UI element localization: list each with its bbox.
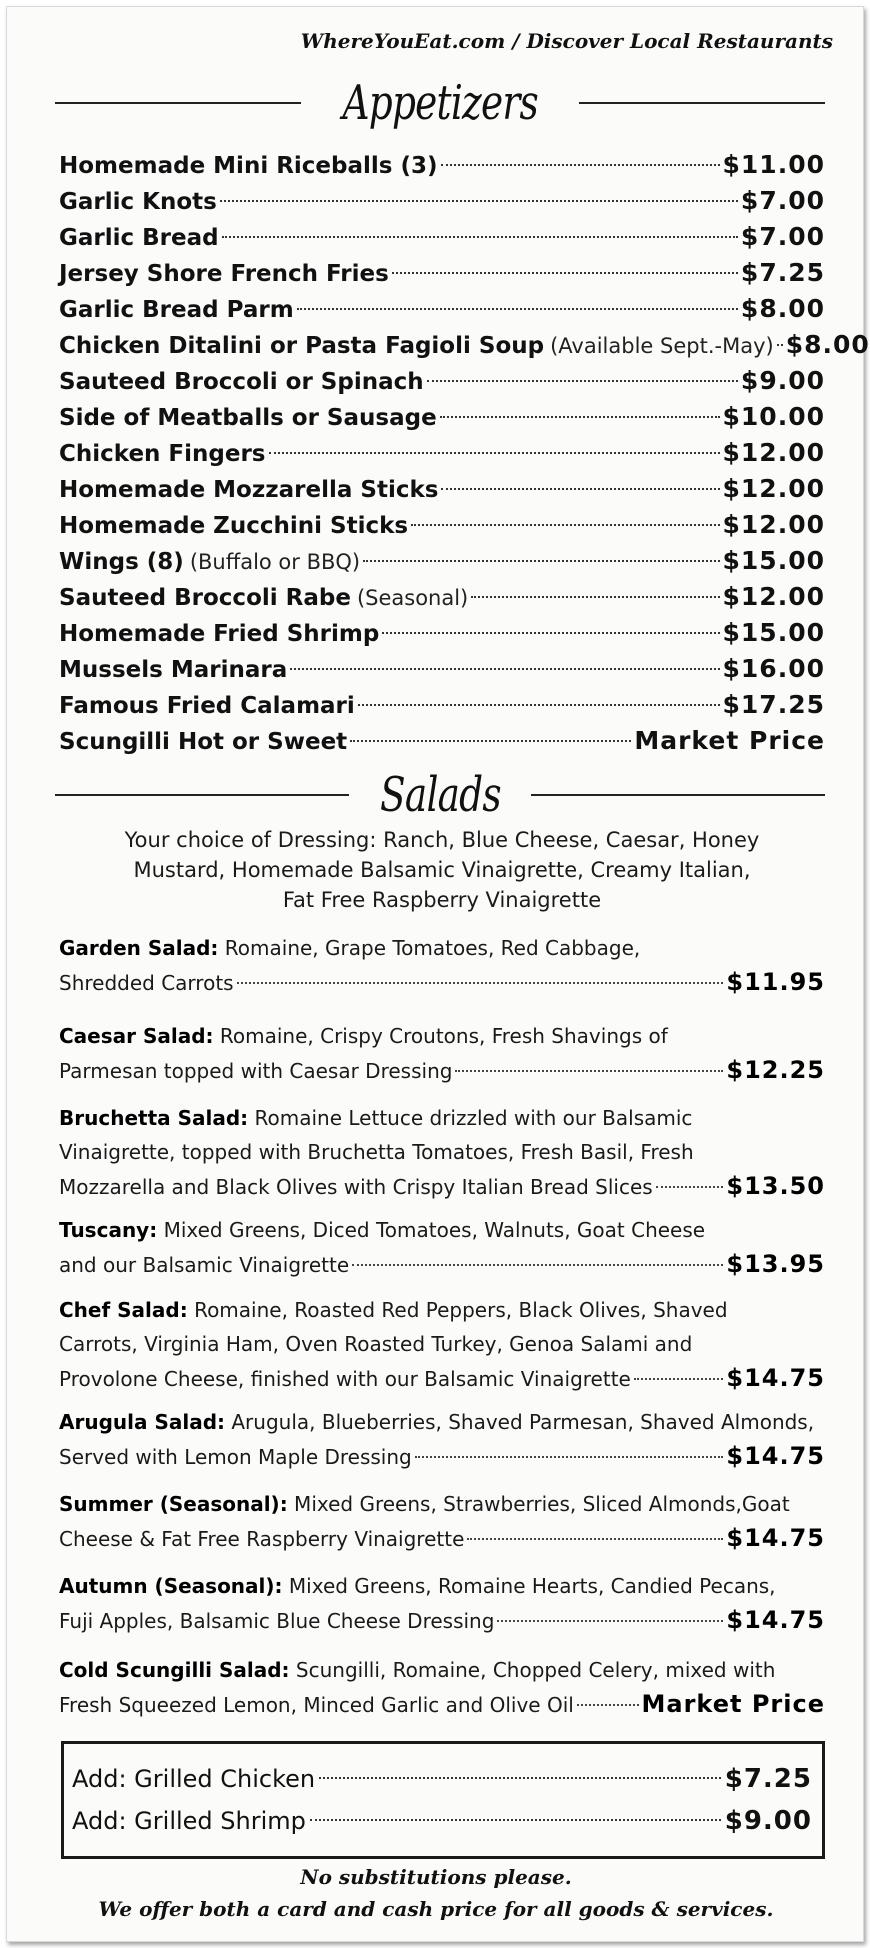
menu-page (6, 6, 870, 1942)
item-price: $12.00 (722, 582, 825, 611)
salad-description-line (59, 1293, 825, 1327)
item-name: Famous Fried Calamari (59, 693, 355, 719)
item-name: Garlic Bread Parm (59, 297, 294, 323)
dot-leader (441, 164, 720, 166)
appetizer-row (59, 507, 825, 543)
item-price: $7.25 (740, 258, 825, 287)
salad-name: Summer (Seasonal): (59, 1492, 288, 1516)
site-header: WhereYouEat.com / Discover Local Restaurants (300, 29, 833, 53)
dot-leader (220, 200, 738, 202)
salad-description: Served with Lemon Maple Dressing (59, 1445, 412, 1469)
salad-description-line (59, 1569, 825, 1603)
salad-description-line (59, 1487, 825, 1521)
salad-description: Provolone Cheese, finished with our Balsamic Vinaigrette (59, 1367, 631, 1391)
dot-leader (427, 380, 738, 382)
item-name: Homemade Mozzarella Sticks (59, 477, 439, 503)
salad-description: Romaine, Crispy Croutons, Fresh Shavings of (213, 1024, 668, 1048)
item-name: Chicken Fingers (59, 441, 266, 467)
salad-item (59, 1653, 825, 1721)
dot-leader (382, 632, 719, 634)
salad-description: Mixed Greens, Diced Tomatoes, Walnuts, Goat Cheese (157, 1218, 706, 1242)
salad-item (59, 1293, 825, 1395)
appetizer-row (59, 363, 825, 399)
appetizer-row (59, 471, 825, 507)
salad-item (59, 1487, 825, 1555)
salad-price: $11.95 (726, 968, 825, 996)
salad-description-line (59, 1687, 825, 1721)
salad-description: Arugula, Blueberries, Shaved Parmesan, Shaved Almonds, (225, 1410, 815, 1434)
salad-description: Mixed Greens, Strawberries, Sliced Almonds,Goat (287, 1492, 790, 1516)
appetizers-list (59, 147, 870, 759)
addon-price: $9.00 (724, 1806, 812, 1836)
salad-name: Chef Salad: (59, 1298, 188, 1322)
appetizer-row (59, 255, 825, 291)
salad-name: Tuscany: (59, 1218, 158, 1242)
footer-pricing-note: We offer both a card and cash price for all goods & services. (98, 1897, 774, 1921)
dot-leader (577, 1704, 639, 1706)
dot-leader (363, 560, 719, 562)
item-note: (Buffalo or BBQ) (189, 550, 361, 574)
salad-name: Autumn (Seasonal): (59, 1574, 283, 1598)
salad-price: $13.50 (726, 1172, 825, 1200)
salad-description-line (59, 965, 825, 999)
salad-description: Cheese & Fat Free Raspberry Vinaigrette (59, 1527, 465, 1551)
item-price: $12.00 (722, 510, 825, 539)
addon-label: Add: Grilled Shrimp (72, 1807, 306, 1835)
heading-rule-right (531, 794, 825, 796)
salad-description-line (59, 1521, 825, 1555)
salad-price: $14.75 (726, 1442, 825, 1470)
item-name: Mussels Marinara (59, 657, 288, 683)
salad-description: Parmesan topped with Caesar Dressing (59, 1059, 453, 1083)
heading-rule-left (55, 102, 301, 104)
salad-item (59, 931, 825, 999)
appetizer-row (59, 327, 870, 363)
salad-description-line (59, 1135, 825, 1169)
salad-description-line (59, 1439, 825, 1473)
salad-description-line (59, 1169, 825, 1203)
appetizer-row (59, 651, 825, 687)
salad-price: $13.95 (726, 1250, 825, 1278)
item-name: Homemade Fried Shrimp (59, 621, 380, 647)
dot-leader (777, 344, 783, 346)
salad-description-line (59, 1603, 825, 1637)
dressing-choices (67, 825, 817, 915)
dot-leader (656, 1186, 724, 1188)
salad-description: Shredded Carrots (59, 971, 234, 995)
salad-item (59, 1213, 825, 1281)
salad-item (59, 1569, 825, 1637)
dot-leader (634, 1378, 724, 1380)
appetizer-row (59, 579, 825, 615)
appetizers-title: Appetizers (342, 75, 538, 131)
dot-leader (467, 1538, 723, 1540)
salad-name: Garden Salad: (59, 936, 219, 960)
item-price: $9.00 (740, 366, 825, 395)
appetizer-row (59, 399, 825, 435)
dot-leader (497, 1620, 723, 1622)
dot-leader (358, 704, 720, 706)
appetizer-row (59, 543, 825, 579)
salad-price: Market Price (641, 1690, 825, 1718)
item-price: $15.00 (722, 546, 825, 575)
salad-description: Mixed Greens, Romaine Hearts, Candied Pecans, (282, 1574, 776, 1598)
salad-item (59, 1405, 825, 1473)
footer-note: No substitutions please. (300, 1865, 572, 1889)
dot-leader (392, 272, 738, 274)
item-name: Sauteed Broccoli Rabe (59, 585, 351, 611)
salad-description: Scungilli, Romaine, Chopped Celery, mixed with (289, 1658, 776, 1682)
dot-leader (350, 740, 631, 742)
item-price: $17.25 (722, 690, 825, 719)
appetizer-row (59, 219, 825, 255)
dot-leader (411, 524, 719, 526)
appetizer-row (59, 183, 825, 219)
salad-description-line (59, 1405, 825, 1439)
salad-name: Arugula Salad: (59, 1410, 226, 1434)
item-price: $7.00 (740, 222, 825, 251)
addons-box (61, 1741, 825, 1859)
salad-description-line (59, 1327, 825, 1361)
appetizer-row (59, 147, 825, 183)
salad-price: $14.75 (726, 1606, 825, 1634)
dot-leader (441, 488, 719, 490)
salad-price: $12.25 (726, 1056, 825, 1084)
item-name: Homemade Mini Riceballs (3) (59, 153, 438, 179)
appetizer-row (59, 723, 825, 759)
salad-item (59, 1101, 825, 1203)
salad-description-line (59, 1101, 825, 1135)
dot-leader (222, 236, 738, 238)
item-price: $8.00 (785, 330, 870, 359)
dressing-line: Mustard, Homemade Balsamic Vinaigrette, Creamy Italian, (133, 858, 751, 882)
item-price: $7.00 (740, 186, 825, 215)
dot-leader (471, 596, 719, 598)
appetizer-row (59, 435, 825, 471)
salad-price: $14.75 (726, 1364, 825, 1392)
dot-leader (455, 1070, 723, 1072)
dot-leader (269, 452, 720, 454)
dot-leader (352, 1264, 723, 1266)
salad-description: Romaine, Roasted Red Peppers, Black Olives, Shaved (187, 1298, 728, 1322)
addon-price: $7.25 (724, 1764, 812, 1794)
item-name: Wings (8) (59, 549, 184, 575)
item-name: Side of Meatballs or Sausage (59, 405, 437, 431)
salads-heading (55, 765, 825, 825)
item-name: Scungilli Hot or Sweet (59, 729, 348, 755)
appetizer-row (59, 291, 825, 327)
salads-title: Salads (379, 767, 501, 823)
dressing-line: Fat Free Raspberry Vinaigrette (282, 888, 602, 912)
dot-leader (237, 982, 724, 984)
item-name: Sauteed Broccoli or Spinach (59, 369, 424, 395)
item-name: Garlic Bread (59, 225, 219, 251)
dot-leader (297, 308, 738, 310)
dot-leader (310, 1819, 721, 1821)
salad-name: Caesar Salad: (59, 1024, 214, 1048)
salad-description-line (59, 931, 825, 965)
item-name: Garlic Knots (59, 189, 217, 215)
item-name: Homemade Zucchini Sticks (59, 513, 409, 539)
item-note: (Available Sept.-May) (550, 334, 774, 358)
salad-description: Fuji Apples, Balsamic Blue Cheese Dressing (59, 1609, 495, 1633)
appetizers-heading (55, 73, 825, 133)
salad-description-line (59, 1019, 825, 1053)
item-price: $10.00 (722, 402, 825, 431)
salad-item (59, 1019, 825, 1087)
addon-row (72, 1758, 812, 1800)
appetizer-row (59, 687, 825, 723)
dressing-line: Your choice of Dressing: Ranch, Blue Cheese, Caesar, Honey (124, 828, 760, 852)
item-price: $16.00 (722, 654, 825, 683)
salad-description: Carrots, Virginia Ham, Oven Roasted Turkey, Genoa Salami and (59, 1332, 693, 1356)
dot-leader (415, 1456, 724, 1458)
salad-name: Cold Scungilli Salad: (59, 1658, 290, 1682)
item-name: Chicken Ditalini or Pasta Fagioli Soup (59, 333, 545, 359)
salad-name: Bruchetta Salad: (59, 1106, 249, 1130)
salad-description: Romaine, Grape Tomatoes, Red Cabbage, (218, 936, 641, 960)
item-name: Jersey Shore French Fries (59, 261, 389, 287)
salad-description-line (59, 1053, 825, 1087)
salad-description-line (59, 1653, 825, 1687)
heading-rule-left (55, 794, 349, 796)
dot-leader (319, 1777, 721, 1779)
addon-row (72, 1800, 812, 1842)
salad-price: $14.75 (726, 1524, 825, 1552)
salad-description: and our Balsamic Vinaigrette (59, 1253, 350, 1277)
salad-description: Mozzarella and Black Olives with Crispy Italian Bread Slices (59, 1175, 653, 1199)
salad-description: Romaine Lettuce drizzled with our Balsamic (248, 1106, 693, 1130)
heading-rule-right (579, 102, 825, 104)
salad-description-line (59, 1361, 825, 1395)
addon-label: Add: Grilled Chicken (72, 1765, 316, 1793)
salad-description: Vinaigrette, topped with Bruchetta Tomatoes, Fresh Basil, Fresh (59, 1140, 694, 1164)
salad-description-line (59, 1247, 825, 1281)
item-price: $12.00 (722, 438, 825, 467)
dot-leader (290, 668, 719, 670)
dot-leader (440, 416, 720, 418)
salad-description-line (59, 1213, 825, 1247)
item-price: $11.00 (722, 150, 825, 179)
item-price: $15.00 (722, 618, 825, 647)
item-price: Market Price (634, 726, 825, 755)
item-note: (Seasonal) (356, 586, 469, 610)
appetizer-row (59, 615, 825, 651)
item-price: $12.00 (722, 474, 825, 503)
item-price: $8.00 (740, 294, 825, 323)
salad-description: Fresh Squeezed Lemon, Minced Garlic and Olive Oil (59, 1693, 574, 1717)
